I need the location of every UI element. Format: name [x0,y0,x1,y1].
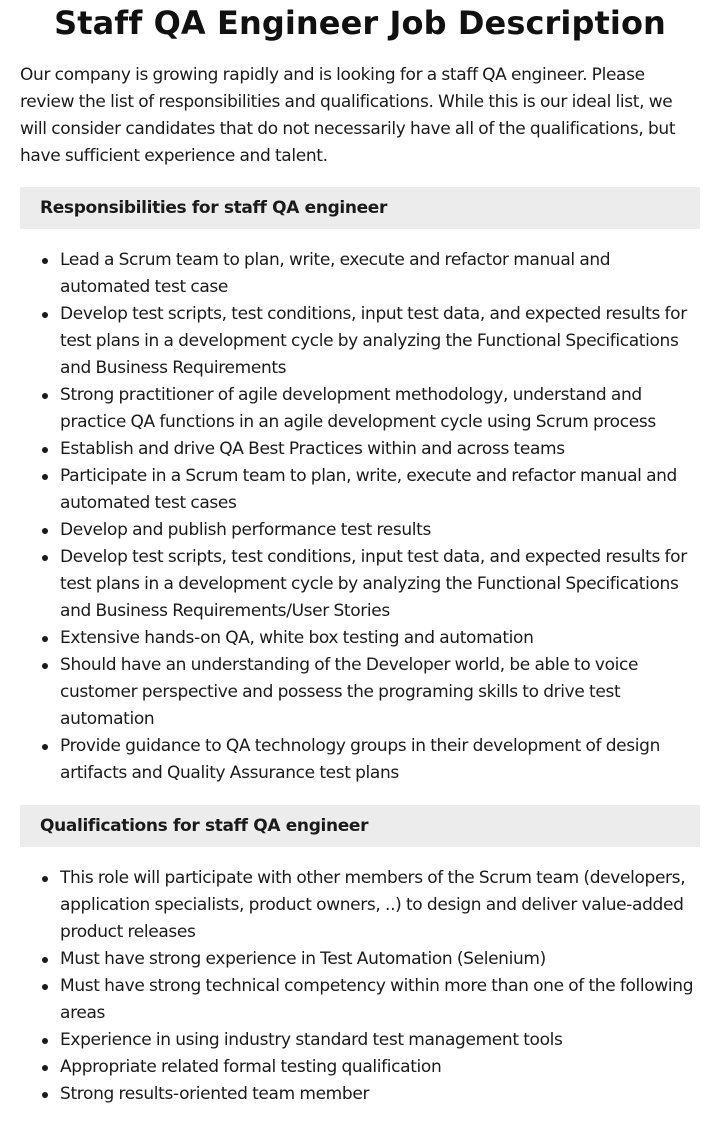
list-item: Should have an understanding of the Developer world, be able to voice customer perspective and possess the programing skills to drive test automation [60,652,700,733]
list-item: Lead a Scrum team to plan, write, execute and refactor manual and automated test case [60,247,700,301]
responsibilities-list [20,247,700,787]
list-item: Appropriate related formal testing qualification [60,1054,700,1081]
qualifications-heading: Qualifications for staff QA engineer [20,805,700,847]
list-item: Provide guidance to QA technology groups in their development of design artifacts and Quality Assurance test plans [60,733,700,787]
list-item: Experience in using industry standard test management tools [60,1027,700,1054]
list-item: Extensive hands-on QA, white box testing and automation [60,625,700,652]
list-item: Develop test scripts, test conditions, input test data, and expected results for test plans in a development cycle by analyzing the Functional Specifications and Business Requirements [60,301,700,382]
qualifications-list [20,865,700,1108]
list-item: Strong practitioner of agile development methodology, understand and practice QA functions in an agile development cycle using Scrum process [60,382,700,436]
list-item: Establish and drive QA Best Practices within and across teams [60,436,700,463]
list-item: Develop test scripts, test conditions, input test data, and expected results for test plans in a development cycle by analyzing the Functional Specifications and Business Requirements/User Stories [60,544,700,625]
list-item: Develop and publish performance test results [60,517,700,544]
list-item: Strong results-oriented team member [60,1081,700,1108]
responsibilities-heading: Responsibilities for staff QA engineer [20,187,700,229]
intro-paragraph: Our company is growing rapidly and is looking for a staff QA engineer. Please review the list of responsibilities and qualifications. While this is our ideal list, we will consider candidates that do not necessarily have all of the qualifications, but have sufficient experience and talent. [20,65,676,166]
list-item: Participate in a Scrum team to plan, write, execute and refactor manual and automated test cases [60,463,700,517]
list-item: Must have strong technical competency within more than one of the following areas [60,973,700,1027]
list-item: Must have strong experience in Test Automation (Selenium) [60,946,700,973]
list-item: This role will participate with other members of the Scrum team (developers, application specialists, product owners, ..) to design and deliver value-added product releases [60,865,700,946]
page-title: Staff QA Engineer Job Description [54,4,666,42]
